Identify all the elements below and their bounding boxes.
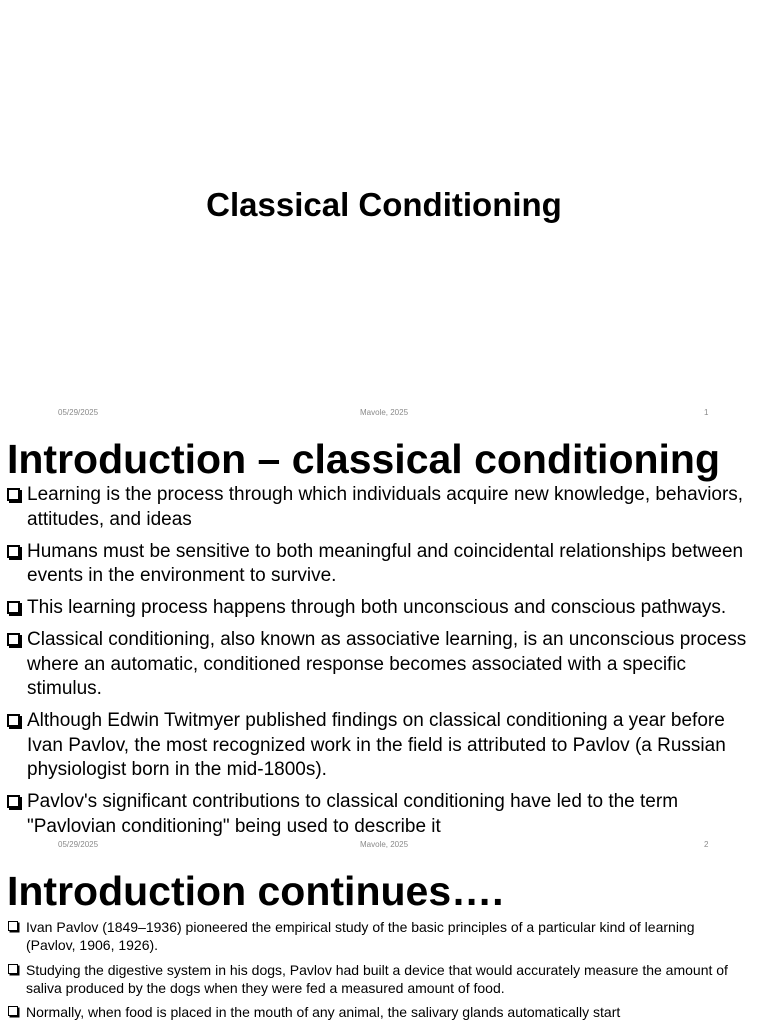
bullet-text: Humans must be sensitive to both meaningful and coincidental relationships between events in the environment to survive.: [27, 540, 744, 586]
checkbox-square-icon: [7, 795, 20, 808]
checkbox-square-icon: [7, 633, 20, 646]
list-item: [7, 790, 747, 839]
checkbox-square-icon: [7, 714, 20, 727]
checkbox-square-icon: [7, 601, 20, 614]
bullet-list: [8, 918, 743, 1024]
checkbox-square-icon: [7, 545, 20, 558]
footer-page-number: 2: [704, 840, 709, 849]
footer-date: 05/29/2025: [58, 840, 99, 849]
bullet-text: Pavlov's significant contributions to classical conditioning have led to the term "Pavlovian conditioning" being used to describe it: [27, 791, 679, 837]
footer-author: Mavole, 2025: [359, 408, 409, 417]
footer-date: 05/29/2025: [58, 408, 99, 417]
slide-1: [0, 0, 768, 432]
list-item: [7, 709, 747, 783]
footer-page-number: 1: [704, 408, 709, 417]
slide-heading: Introduction – classical conditioning: [7, 436, 721, 482]
checkbox-square-icon: [8, 921, 18, 931]
bullet-text: Studying the digestive system in his dogs, Pavlov had built a device that would accurately measure the amount of saliva produced by the dogs when they were fed a measured amount of food.: [26, 961, 728, 996]
bullet-text: Learning is the process through which individuals acquire new knowledge, behaviors, attitudes, and ideas: [27, 484, 744, 530]
list-item: [7, 596, 747, 621]
checkbox-square-icon: [8, 964, 18, 974]
list-item: [7, 628, 747, 702]
checkbox-square-icon: [7, 488, 20, 501]
bullet-text: Although Edwin Twitmyer published findings on classical conditioning a year before Ivan Pavlov, the most recognized work in the field is attributed to Pavlov (a Russian physiologist born in the mid-1800s).: [27, 710, 726, 780]
bullet-text: Ivan Pavlov (1849–1936) pioneered the empirical study of the basic principles of a particular kind of learning (Pavlov, 1906, 1926).: [26, 919, 695, 953]
bullet-text: This learning process happens through both unconscious and conscious pathways.: [27, 597, 727, 618]
checkbox-square-icon: [8, 1006, 18, 1016]
list-item: [8, 961, 743, 997]
bullet-text: Classical conditioning, also known as associative learning, is an unconscious process where an automatic, conditioned response becomes associated with a specific stimulus.: [27, 629, 747, 699]
slide-heading: Introduction continues….: [7, 868, 504, 914]
slide-2: [0, 432, 768, 862]
list-item: [7, 483, 747, 532]
slide-3: [0, 862, 768, 1024]
bullet-list: [7, 483, 747, 847]
bullet-text: Normally, when food is placed in the mouth of any animal, the salivary glands automatically start: [26, 1004, 621, 1020]
slide-title: Classical Conditioning: [206, 186, 562, 223]
list-item: [8, 918, 743, 954]
list-item: [8, 1003, 743, 1021]
list-item: [7, 540, 747, 589]
footer-author: Mavole, 2025: [359, 840, 409, 849]
